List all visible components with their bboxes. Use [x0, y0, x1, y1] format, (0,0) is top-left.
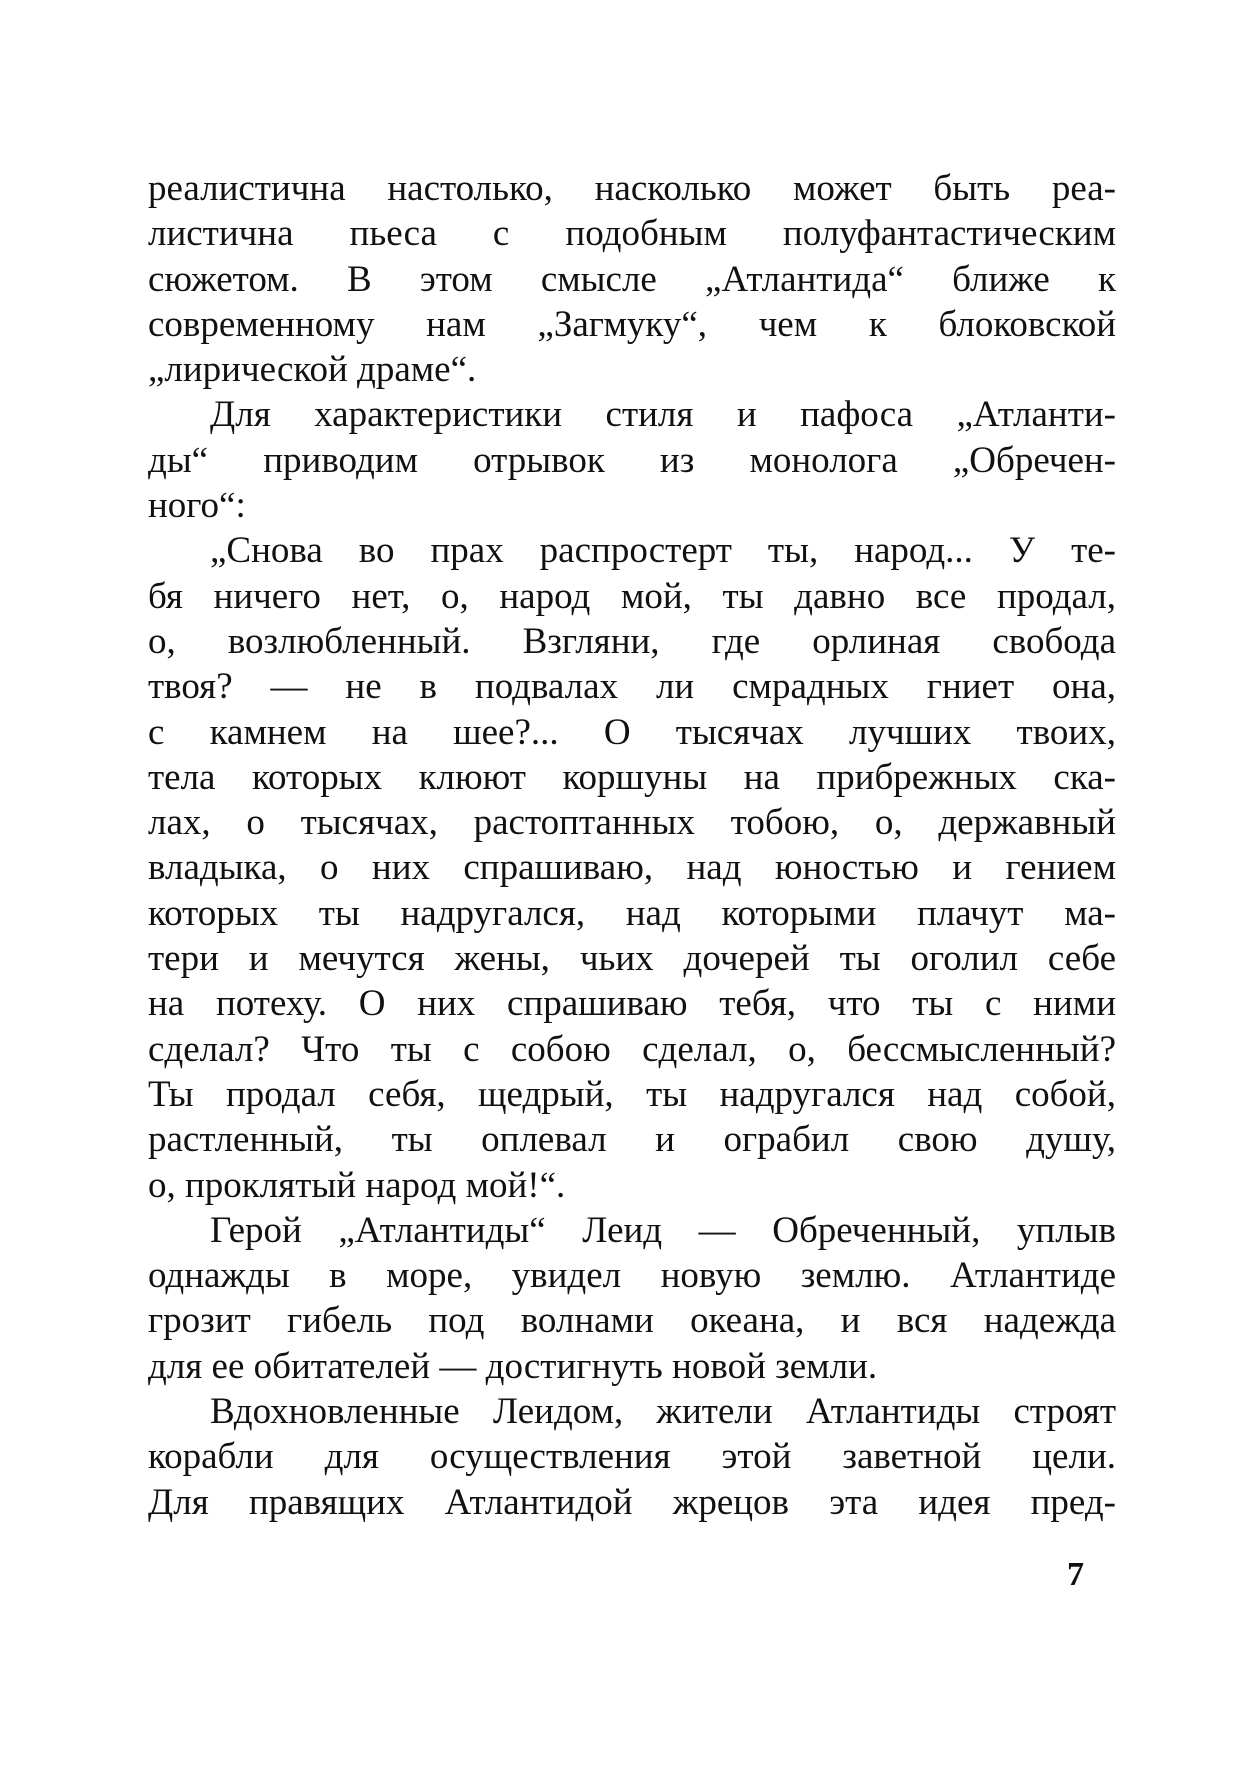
text-line: Ты продал себя, щедрый, ты надругался над собой,	[148, 1073, 1116, 1115]
text-line: реалистична настолько, насколько может быть реа-	[148, 168, 1116, 209]
text-line: сделал? Что ты с собою сделал, о, бессмысленный?	[148, 1028, 1116, 1070]
text-line: сюжетом. В этом смысле „Атлантида“ ближе к	[148, 258, 1116, 300]
text-line: корабли для осуществления этой заветной цели.	[148, 1436, 1116, 1478]
text-line: ды“ приводим отрывок из монолога „Обречен-	[148, 439, 1116, 481]
text-line: тери и мечутся жены, чьих дочерей ты оголил себе	[148, 938, 1116, 980]
text-line: Герой „Атлантиды“ Леид — Обреченный, уплыв	[210, 1209, 1116, 1251]
text-line: на потеху. О них спрашиваю тебя, что ты с ними	[148, 983, 1116, 1025]
text-line: для ее обитателей — достигнуть новой земли.	[148, 1345, 878, 1387]
text-line: листична пьеса с подобным полуфантастическим	[148, 213, 1116, 255]
text-line: Вдохновленные Леидом, жители Атлантиды строят	[210, 1391, 1116, 1433]
body-text	[148, 166, 1116, 1525]
text-line: „лирической драме“.	[148, 349, 477, 391]
text-line: твоя? — не в подвалах ли смрадных гниет она,	[148, 666, 1116, 708]
text-line: о, проклятый народ мой!“.	[148, 1164, 566, 1206]
text-line: тела которых клюют коршуны на прибрежных ска-	[148, 756, 1116, 798]
text-line: растленный, ты оплевал и ограбил свою душу,	[148, 1119, 1116, 1161]
text-line: однажды в море, увидел новую землю. Атлантиде	[148, 1255, 1116, 1297]
text-line: Для характеристики стиля и пафоса „Атланти-	[210, 394, 1116, 436]
page-number: 7	[1067, 1556, 1084, 1593]
text-line: современному нам „Загмуку“, чем к блоковской	[148, 303, 1116, 345]
text-line: бя ничего нет, о, народ мой, ты давно все продал,	[148, 575, 1116, 617]
text-line: ного“:	[148, 485, 246, 527]
text-line: которых ты надругался, над которыми плачут ма-	[148, 892, 1116, 934]
text-line: владыка, о них спрашиваю, над юностью и гением	[148, 847, 1116, 889]
text-line: о, возлюбленный. Взгляни, где орлиная свобода	[148, 620, 1116, 662]
text-line: лах, о тысячах, растоптанных тобою, о, державный	[148, 802, 1116, 844]
text-line: „Снова во прах распростерт ты, народ... У те-	[210, 530, 1116, 572]
text-line: грозит гибель под волнами океана, и вся надежда	[148, 1300, 1116, 1342]
text-line: Для правящих Атлантидой жрецов эта идея пред-	[148, 1481, 1116, 1523]
text-line: с камнем на шее?... О тысячах лучших твоих,	[148, 711, 1116, 753]
